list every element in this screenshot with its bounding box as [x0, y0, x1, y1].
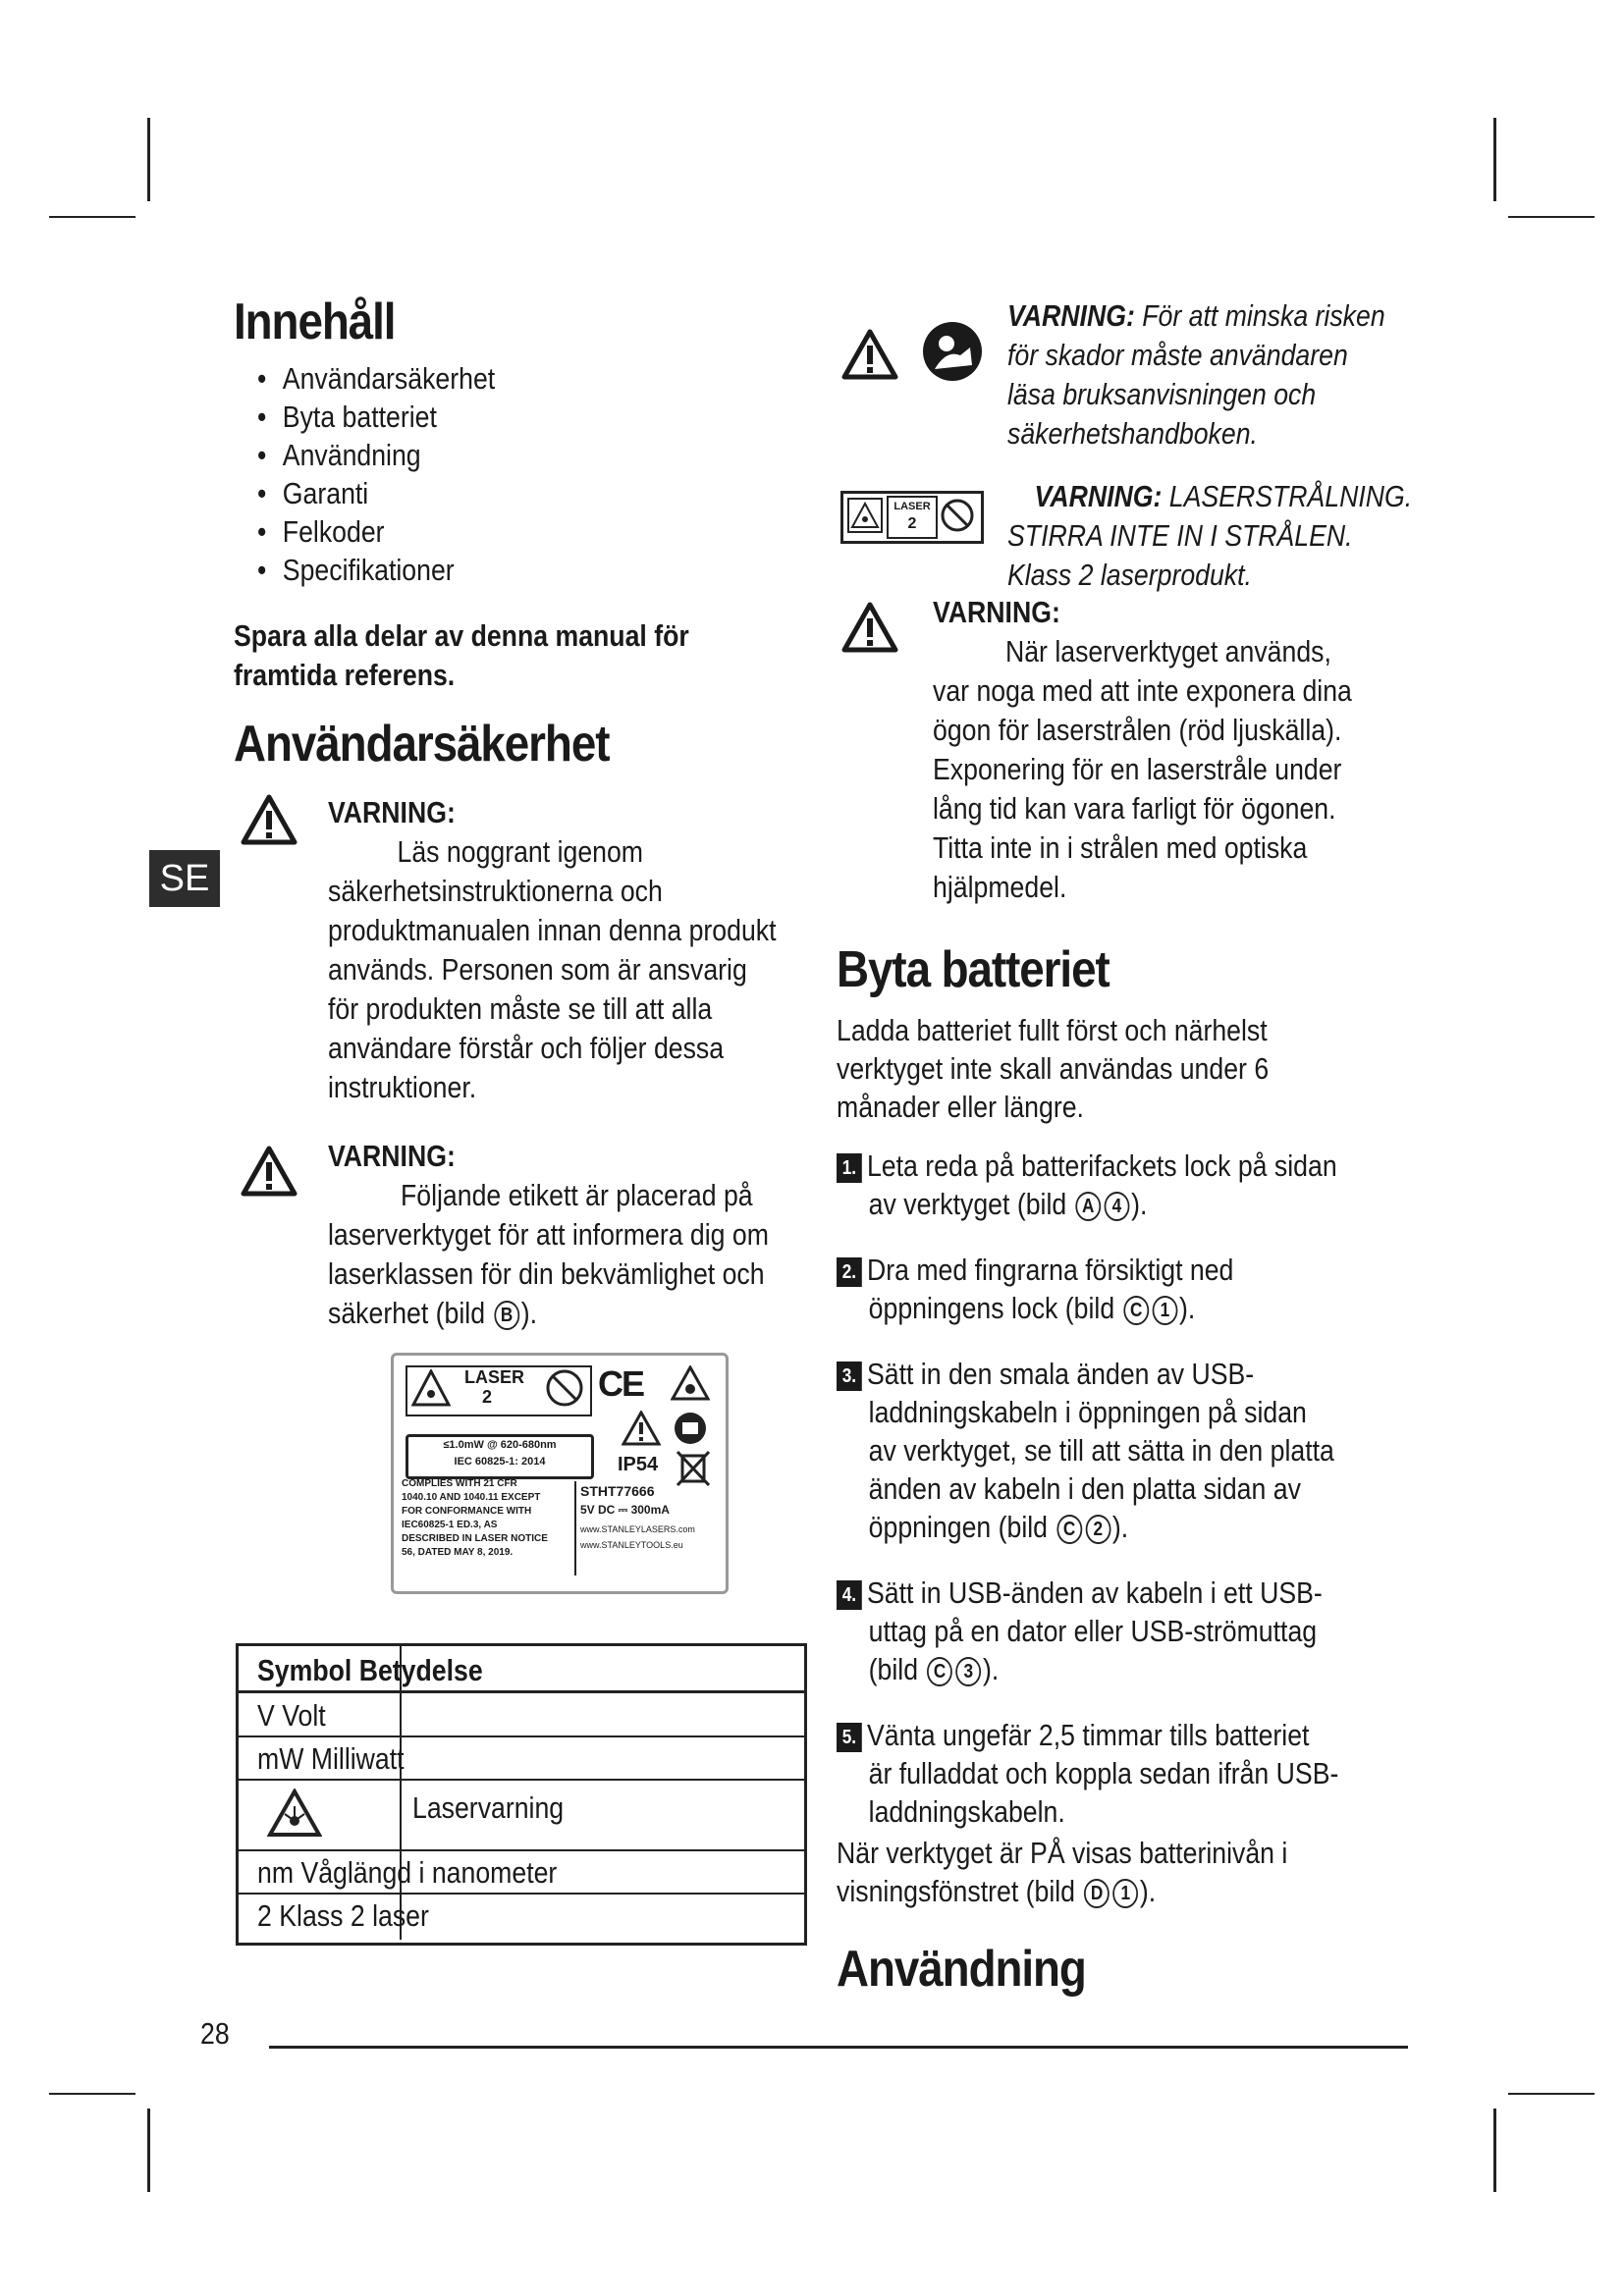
- outro-text: visningsfönstret (bild: [837, 1874, 1083, 1908]
- compliance-text: [402, 1477, 548, 1560]
- step-line: [837, 1716, 1338, 1754]
- step-text: ).: [1179, 1291, 1196, 1325]
- label-class-text: 2: [482, 1387, 493, 1407]
- warning-line: instruktioner.: [328, 1070, 477, 1104]
- step-text: ).: [1111, 1510, 1129, 1544]
- intro-line: Ladda batteriet fullt först och närhelst: [837, 1013, 1268, 1047]
- warning-line: var noga med att inte exponera dina: [933, 673, 1352, 708]
- outro-line: [837, 1872, 1287, 1910]
- step-text: ).: [982, 1652, 1000, 1686]
- right-warning-2: [1007, 477, 1412, 595]
- warning-triangle-icon: [240, 1145, 298, 1198]
- warning-line: hjälpmedel.: [933, 870, 1067, 904]
- step-line: uttag på en dator eller USB-strömuttag: [868, 1614, 1318, 1648]
- warning-text: ).: [520, 1296, 537, 1330]
- compliance-line: FOR CONFORMANCE WITH: [402, 1506, 532, 1517]
- step-text: Sätt in USB-änden av kabeln i ett USB-: [866, 1575, 1323, 1610]
- table-row: 2 Klass 2 laser: [257, 1898, 429, 1933]
- contents-note-line: Spara alla delar av denna manual för: [234, 618, 689, 653]
- step-line: änden av kabeln i den platta sidan av: [868, 1471, 1301, 1506]
- step-line: [837, 1574, 1338, 1612]
- step-line: [837, 1355, 1338, 1393]
- battery-title: Byta batteriet: [837, 941, 1110, 998]
- warning-label: VARNING:: [1034, 479, 1163, 513]
- step-number-icon: 5.: [837, 1723, 862, 1752]
- crop-mark: [147, 118, 150, 201]
- intro-line: verktyget inte skall användas under 6: [837, 1051, 1270, 1086]
- step-text: öppningens lock (bild: [868, 1291, 1122, 1325]
- contents-note-line: framtida referens.: [234, 658, 456, 692]
- step-text: öppningen (bild: [868, 1510, 1056, 1544]
- figure-ref-icon: 4: [1105, 1192, 1130, 1221]
- warning-line: ögon för laserstrålen (röd ljuskälla).: [933, 713, 1342, 747]
- warning-line: säkerhetsinstruktionerna och: [328, 874, 663, 908]
- step-text: Dra med fingrarna försiktigt ned: [866, 1253, 1234, 1287]
- website: www.STANLEYLASERS.com: [580, 1524, 695, 1534]
- figure-ref-icon: C: [1123, 1296, 1149, 1325]
- step-line: är fulladdat och koppla sedan ifrån USB-: [868, 1756, 1339, 1790]
- safety-warning-1: [328, 793, 777, 1107]
- read-manual-icon: [921, 320, 984, 383]
- intro-line: månader eller längre.: [837, 1090, 1084, 1124]
- safety-warning-2: [328, 1137, 769, 1333]
- step-text: (bild: [868, 1652, 926, 1686]
- step-line: av verktyget, se till att sätta in den platta: [868, 1433, 1334, 1468]
- laser-class-box: [887, 496, 938, 539]
- warning-label: VARNING:: [328, 795, 456, 829]
- warning-line: När laserverktyget används,: [1004, 634, 1331, 668]
- power-rating: 5V DC ⎓ 300mA: [580, 1503, 670, 1517]
- step-text: Sätt in den smala änden av USB-: [866, 1357, 1255, 1391]
- label-spec-line: ≤1.0mW @ 620-680nm: [443, 1439, 557, 1451]
- user-safety-title: Användarsäkerhet: [234, 716, 610, 773]
- step-text: ).: [1131, 1187, 1148, 1221]
- warning-line: Exponering för en laserstråle under: [933, 752, 1342, 786]
- warning-line: [1007, 296, 1385, 336]
- warning-line: lång tid kan vara farligt för ögonen.: [933, 791, 1336, 826]
- step-number-icon: 1.: [837, 1153, 862, 1183]
- table-header: Symbol Betydelse: [257, 1653, 483, 1687]
- contents-item: • Garanti: [257, 474, 495, 512]
- step-number-icon: 3.: [837, 1362, 862, 1391]
- battery-step: [837, 1251, 1338, 1327]
- no-stare-icon: [545, 1367, 584, 1409]
- read-manual-icon: [673, 1411, 708, 1446]
- warning-line: produktmanualen innan denna produkt: [328, 913, 777, 947]
- laser-hazard-icon: [411, 1369, 451, 1407]
- figure-ref-icon: 1: [1112, 1879, 1138, 1908]
- warning-line: läsa bruksanvisningen och: [1007, 377, 1317, 411]
- warning-line: laserverktyget för att informera dig om: [328, 1217, 769, 1252]
- usage-title: Användning: [837, 1941, 1086, 1998]
- warning-triangle-icon: [622, 1411, 661, 1446]
- warning-line: Titta inte in i strålen med optiska: [933, 830, 1308, 865]
- warning-line: Läs noggrant igenom: [397, 834, 644, 869]
- laser-spec-box: [406, 1434, 594, 1479]
- label-laser-text: LASER: [464, 1367, 525, 1387]
- label-divider: [574, 1481, 576, 1575]
- step-line: [837, 1147, 1338, 1185]
- model-number: STHT77666: [580, 1483, 655, 1499]
- contents-list: [257, 359, 495, 589]
- contents-item: • Användning: [257, 436, 495, 474]
- step-line: laddningskabeln i öppningen på sidan: [868, 1395, 1307, 1429]
- figure-ref-icon: C: [927, 1657, 952, 1686]
- crop-mark: [49, 2093, 135, 2095]
- compliance-line: 1040.10 AND 1040.11 EXCEPT: [402, 1492, 541, 1503]
- crop-mark: [1493, 2109, 1496, 2192]
- laser-class-2-label-icon: [840, 491, 984, 544]
- crop-mark: [1508, 2093, 1595, 2095]
- table-row: Laservarning: [412, 1790, 565, 1825]
- step-line: laddningskabeln.: [868, 1794, 1065, 1829]
- warning-label: VARNING:: [1007, 298, 1135, 333]
- battery-steps: [837, 1147, 1338, 1831]
- table-row: nm Våglängd i nanometer: [257, 1855, 558, 1890]
- compliance-line: 56, DATED MAY 8, 2019.: [402, 1547, 514, 1558]
- step-line: [837, 1289, 1338, 1327]
- warning-line: användare förstår och följer dessa: [328, 1031, 725, 1065]
- figure-ref-icon: 1: [1153, 1296, 1178, 1325]
- contents-item: • Specifikationer: [257, 551, 495, 589]
- compliance-line: DESCRIBED IN LASER NOTICE: [402, 1533, 548, 1544]
- warning-line: används. Personen som är ansvarig: [328, 952, 747, 987]
- step-text: av verktyget (bild: [868, 1187, 1074, 1221]
- figure-ref-icon: B: [494, 1301, 519, 1330]
- label-laser-text: LASER: [893, 501, 931, 512]
- warning-line: Följande etikett är placerad på: [400, 1178, 753, 1212]
- battery-outro: [837, 1834, 1287, 1910]
- figure-ref-icon: A: [1075, 1192, 1101, 1221]
- step-line: [837, 1185, 1338, 1223]
- no-stare-icon: [940, 498, 975, 533]
- warning-text: säkerhet (bild: [328, 1296, 493, 1330]
- compliance-line: COMPLIES WITH 21 CFR: [402, 1478, 517, 1489]
- label-class-text: 2: [907, 515, 917, 532]
- symbol-table: [236, 1643, 805, 1944]
- step-number-icon: 2.: [837, 1257, 862, 1287]
- crop-mark: [1493, 118, 1496, 201]
- battery-step: [837, 1355, 1338, 1546]
- contents-note: [234, 616, 689, 695]
- laser-label-image: [391, 1353, 729, 1594]
- warning-line: Klass 2 laserprodukt.: [1007, 558, 1252, 592]
- step-text: Vänta ungefär 2,5 timmar tills batteriet: [866, 1718, 1310, 1752]
- figure-ref-icon: C: [1056, 1515, 1082, 1544]
- warning-triangle-icon: [840, 601, 899, 654]
- table-row: mW Milliwatt: [257, 1741, 405, 1776]
- contents-title: Innehåll: [234, 294, 396, 350]
- crop-mark: [147, 2109, 150, 2192]
- warning-line: [1007, 477, 1412, 516]
- battery-step: [837, 1574, 1338, 1688]
- table-row: V Volt: [257, 1698, 326, 1733]
- language-tab-label: SE: [159, 857, 210, 899]
- language-tab: [149, 850, 220, 907]
- right-warning-3: [933, 593, 1352, 907]
- label-spec-line: IEC 60825-1: 2014: [454, 1456, 546, 1468]
- contents-item: • Byta batteriet: [257, 398, 495, 436]
- battery-step: [837, 1147, 1338, 1223]
- ip-rating: IP54: [618, 1454, 659, 1475]
- battery-step: [837, 1716, 1338, 1831]
- website: www.STANLEYTOOLS.eu: [580, 1540, 683, 1550]
- step-text: Leta reda på batterifackets lock på sidan: [866, 1148, 1337, 1183]
- warning-label: VARNING:: [933, 595, 1060, 629]
- warning-line: STIRRA INTE IN I STRÅLEN.: [1007, 518, 1353, 553]
- warning-text: LASERSTRÅLNING.: [1162, 479, 1413, 513]
- step-line: [837, 1508, 1338, 1546]
- laser-hazard-icon: [847, 498, 883, 533]
- warning-label: VARNING:: [328, 1139, 456, 1173]
- step-number-icon: 4.: [837, 1580, 862, 1610]
- warning-triangle-icon: [840, 328, 899, 381]
- warning-line: för skador måste användaren: [1007, 338, 1348, 372]
- contents-item: • Användarsäkerhet: [257, 359, 495, 398]
- footer-rule: [269, 2046, 1408, 2049]
- step-line: [837, 1650, 1338, 1688]
- warning-line: säkerhetshandboken.: [1007, 416, 1258, 451]
- figure-ref-icon: 3: [955, 1657, 981, 1686]
- ce-mark: CE: [598, 1363, 644, 1404]
- crop-mark: [1508, 216, 1595, 218]
- warning-text: För att minska risken: [1134, 298, 1385, 333]
- warning-line: för produkten måste se till att alla: [328, 991, 713, 1026]
- weee-bin-icon: [675, 1448, 712, 1489]
- laser-warning-icon: [267, 1789, 322, 1838]
- compliance-line: IEC60825-1 ED.3, AS: [402, 1520, 498, 1530]
- contents-item: • Felkoder: [257, 512, 495, 551]
- warning-line: [328, 1294, 769, 1333]
- crop-mark: [49, 216, 135, 218]
- step-line: [837, 1251, 1338, 1289]
- warning-triangle-icon: [240, 793, 298, 846]
- figure-ref-icon: D: [1084, 1879, 1110, 1908]
- battery-intro: [837, 1011, 1269, 1126]
- outro-line: När verktyget är PÅ visas batterinivån i: [837, 1836, 1288, 1870]
- page-number: 28: [200, 2016, 230, 2051]
- figure-ref-icon: 2: [1085, 1515, 1110, 1544]
- outro-text: ).: [1139, 1874, 1157, 1908]
- warning-line: laserklassen för din bekvämlighet och: [328, 1256, 765, 1291]
- read-manual-icon: [671, 1365, 710, 1401]
- right-warning-1: [1007, 296, 1385, 454]
